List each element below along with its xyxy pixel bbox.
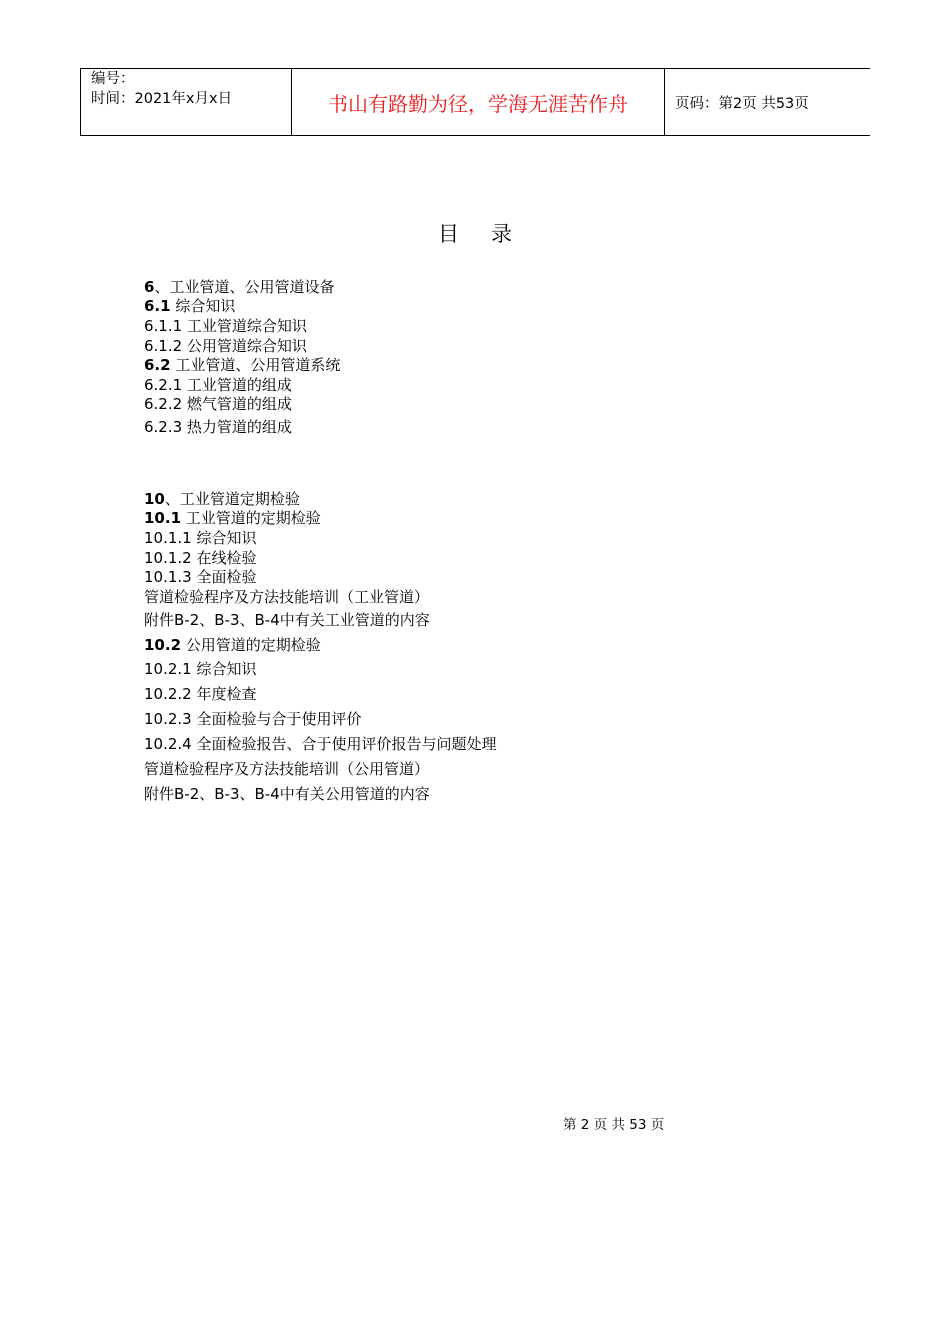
toc-entry-text: 附件B-2、B-3、B-4中有关工业管道的内容: [144, 611, 430, 629]
toc-entry: [144, 296, 235, 316]
toc-entry: [144, 528, 256, 548]
toc-entry: [144, 508, 321, 528]
toc-entry-number: 6.1: [144, 297, 171, 315]
toc-entry: [144, 277, 334, 297]
toc-entry-text: 10.1.3 全面检验: [144, 568, 257, 586]
toc-entry: [144, 610, 430, 630]
toc-entry-text: 6.1.1 工业管道综合知识: [144, 317, 307, 335]
toc-entry: [144, 784, 430, 804]
toc-entry-text: 、工业管道、公用管道设备: [154, 278, 335, 296]
time-label: 时间：2021年x月x日: [91, 91, 233, 107]
toc-entry: [144, 417, 292, 437]
toc-entry: [144, 734, 496, 754]
toc-entry: [144, 709, 361, 729]
header-table: [80, 68, 870, 136]
toc-entry: [144, 375, 292, 395]
toc-entry: [144, 684, 256, 704]
toc-entry-number: 10.2: [144, 636, 182, 654]
toc-entry-text: 6.2.1 工业管道的组成: [144, 376, 292, 394]
toc-entry: [144, 336, 307, 356]
toc-entry-number: 10: [144, 490, 165, 508]
toc-entry: [144, 759, 429, 779]
toc-entry-text: 管道检验程序及方法技能培训（工业管道）: [144, 588, 430, 606]
toc-entry: [144, 316, 307, 336]
toc-entry-text: 6.2.2 燃气管道的组成: [144, 395, 292, 413]
toc-entry-text: 工业管道的定期检验: [181, 509, 321, 527]
toc-entry-number: 10.1: [144, 509, 182, 527]
toc-entry: [144, 587, 429, 607]
page-info: 页码：第2页 共53页: [675, 95, 809, 112]
toc-entry-text: 10.1.1 综合知识: [144, 529, 257, 547]
toc-entry-text: 工业管道、公用管道系统: [170, 356, 341, 374]
toc-entry: [144, 635, 321, 655]
toc-entry-text: 6.1.2 公用管道综合知识: [144, 337, 307, 355]
toc-entry: [144, 355, 340, 375]
toc-entry-text: 6.2.3 热力管道的组成: [144, 418, 292, 436]
toc-entry-text: 管道检验程序及方法技能培训（公用管道）: [144, 760, 430, 778]
motto: 书山有路勤为径，学海无涯苦作舟: [328, 91, 628, 116]
toc-entry-text: 10.2.2 年度检查: [144, 685, 257, 703]
toc-title: 目录: [438, 222, 544, 246]
page-info-cell: [665, 69, 871, 136]
toc-entry: [144, 567, 256, 587]
toc-entry-text: 综合知识: [170, 297, 236, 315]
toc-entry: [144, 548, 256, 568]
toc-entry-text: 10.1.2 在线检验: [144, 549, 257, 567]
header-meta-cell: [81, 69, 292, 136]
toc-entry-text: 公用管道的定期检验: [181, 636, 321, 654]
toc-entry-text: 10.2.1 综合知识: [144, 660, 257, 678]
toc-entry: [144, 489, 300, 509]
toc-entry-number: 6: [144, 278, 155, 296]
motto-cell: [292, 69, 665, 136]
toc-entry-text: 、工业管道定期检验: [164, 490, 300, 508]
toc-entry: [144, 394, 292, 414]
toc-entry-text: 附件B-2、B-3、B-4中有关公用管道的内容: [144, 785, 430, 803]
toc-entry-number: 6.2: [144, 356, 171, 374]
page-footer: 第 2 页 共 53 页: [563, 1117, 665, 1133]
toc-entry-text: 10.2.4 全面检验报告、合于使用评价报告与问题处理: [144, 735, 497, 753]
number-label: 编号：: [91, 71, 135, 87]
toc-entry: [144, 659, 256, 679]
toc-entry-text: 10.2.3 全面检验与合于使用评价: [144, 710, 362, 728]
